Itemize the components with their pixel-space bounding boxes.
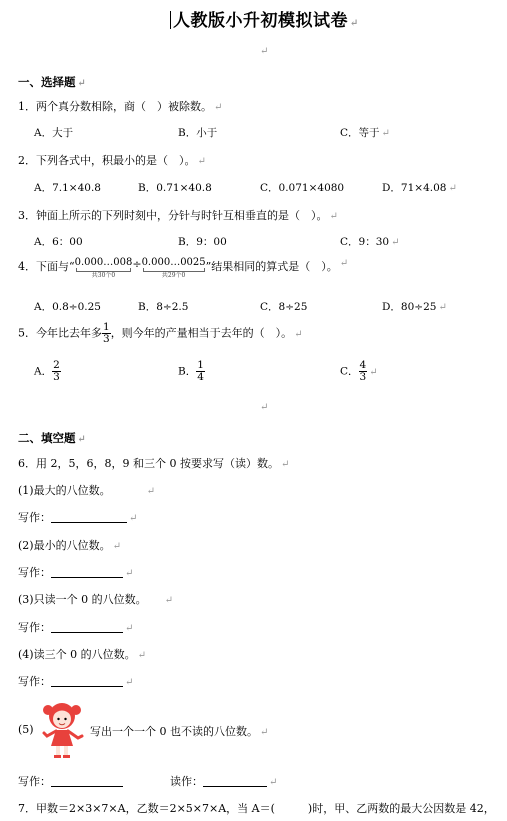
fraction-denominator: 4 <box>197 371 204 384</box>
answer-blank[interactable] <box>51 776 123 787</box>
q4-option-d[interactable] <box>382 299 447 314</box>
return-mark: ↵ <box>112 541 121 552</box>
q4-expr1-text: 0.000…008 <box>74 257 133 268</box>
q4-option-d-text: D．80÷25 <box>382 301 437 313</box>
answer-blank[interactable] <box>51 512 127 523</box>
q3-option-c-text: C．9：30 <box>340 236 390 248</box>
fraction-numerator: 1 <box>197 359 204 371</box>
return-mark: ↵ <box>146 486 155 497</box>
write-label: 写作： <box>18 675 51 688</box>
return-mark: ↵ <box>339 258 349 269</box>
question-4-stem <box>18 258 348 279</box>
fraction-numerator: 1 <box>103 321 110 333</box>
write-label: 写作： <box>18 621 51 634</box>
return-mark: ↵ <box>329 211 338 222</box>
q5-option-a-fraction <box>52 360 61 383</box>
q6-part-4-text: (4)读三个 0 的八位数。 <box>18 648 136 661</box>
write-label: 写作： <box>18 566 51 579</box>
return-mark: ↵ <box>260 402 269 413</box>
return-mark: ↵ <box>269 777 278 788</box>
return-mark: ↵ <box>129 513 138 524</box>
q5-option-b-label: B． <box>178 365 197 378</box>
return-mark: ↵ <box>77 434 86 445</box>
q6-part-2-text: (2)最小的八位数。 <box>18 539 111 552</box>
q6-part-2-answer-row <box>18 564 133 580</box>
q4-expression-1 <box>75 258 133 279</box>
q1-option-a[interactable]: A．大于 <box>34 127 74 139</box>
return-mark: ↵ <box>125 568 134 579</box>
q1-option-c-text: C．等于 <box>340 127 380 139</box>
title-text: 人教版小升初模拟试卷 <box>173 11 348 31</box>
question-6-stem <box>18 455 289 471</box>
q2-option-c[interactable]: C．0.071×4080 <box>260 182 345 194</box>
return-mark: ↵ <box>391 237 400 248</box>
q5-option-b[interactable] <box>178 360 205 383</box>
read-label: 读作： <box>170 775 203 788</box>
q2-stem-text: 2．下列各式中，积最小的是（ ）。 <box>18 154 196 167</box>
q3-option-b[interactable]: B．9：00 <box>178 236 227 248</box>
return-mark: ↵ <box>77 78 86 89</box>
girl-illustration-icon <box>38 700 86 760</box>
section2-heading-text: 二、填空题 <box>18 431 76 445</box>
return-mark: ↵ <box>137 650 146 661</box>
section-heading-fill <box>18 430 86 446</box>
q6-part-1-text: (1)最大的八位数。 <box>18 484 111 497</box>
q6-part-4-answer-row <box>18 673 133 689</box>
return-mark: ↵ <box>125 623 134 634</box>
q5-option-c-fraction <box>359 360 368 383</box>
q6-part-1 <box>18 482 155 498</box>
return-mark: ↵ <box>438 302 447 313</box>
q2-option-d[interactable] <box>382 180 457 195</box>
q1-option-c[interactable] <box>340 125 390 140</box>
q5-option-b-fraction <box>196 360 205 383</box>
write-label: 写作： <box>18 775 51 788</box>
q6-part-5-answer-row <box>18 773 123 789</box>
q6-stem-text: 6．用 2，5，6，8，9 和三个 0 按要求写（读）数。 <box>18 457 279 470</box>
q1-option-b[interactable]: B．小于 <box>178 127 218 139</box>
q4-divide-sign: ÷ <box>132 258 142 271</box>
q3-option-c[interactable] <box>340 234 399 249</box>
q6-part-3-answer-row <box>18 619 133 635</box>
q2-option-a[interactable]: A．7.1×40.8 <box>34 182 101 194</box>
question-5-stem <box>18 322 303 345</box>
q4-expr2-note: 共29个0 <box>161 272 186 279</box>
q6-part-3 <box>18 591 173 607</box>
return-mark: ↵ <box>260 46 269 57</box>
q4-option-c[interactable]: C．8÷25 <box>260 301 308 313</box>
q6-part-5-read-row <box>170 773 277 789</box>
q6-part-1-answer-row <box>18 509 137 525</box>
q4-option-b[interactable]: B．8÷2.5 <box>138 301 189 313</box>
q5-stem-pre: 5．今年比去年多 <box>18 326 102 340</box>
q5-option-c-label: C． <box>340 365 359 378</box>
return-mark: ↵ <box>381 128 390 139</box>
return-mark: ↵ <box>294 328 303 340</box>
section-heading-choice <box>18 74 86 90</box>
q5-stem-post: ，则今年的产量相当于去年的（ ）。 <box>110 326 293 340</box>
return-mark: ↵ <box>197 156 206 167</box>
q5-fraction <box>102 322 111 345</box>
return-mark: ↵ <box>260 727 269 738</box>
write-label: 写作： <box>18 511 51 524</box>
q4-expression-2 <box>142 258 206 279</box>
text-cursor <box>170 11 171 29</box>
return-mark: ↵ <box>125 677 134 688</box>
answer-blank[interactable] <box>203 776 267 787</box>
answer-blank[interactable] <box>51 567 123 578</box>
return-mark: ↵ <box>369 366 378 378</box>
return-mark: ↵ <box>448 183 457 194</box>
page-title <box>170 6 359 31</box>
q5-option-a-label: A． <box>34 365 53 378</box>
q4-stem-pre: 4．下面与“ <box>18 260 75 273</box>
fraction-denominator: 3 <box>103 333 110 346</box>
q5-option-c[interactable] <box>340 360 378 383</box>
return-mark: ↵ <box>350 18 359 29</box>
q6-part-3-text: (3)只读一个 0 的八位数。 <box>18 593 147 606</box>
fraction-denominator: 3 <box>53 371 60 384</box>
q6-part-5-text: 写出一个一个 0 也不读的八位数。 <box>90 725 258 738</box>
fraction-denominator: 3 <box>359 371 367 384</box>
answer-blank[interactable] <box>51 676 123 687</box>
q1-stem-text: 1．两个真分数相除，商（ ）被除数。 <box>18 100 212 113</box>
fraction-numerator: 4 <box>359 359 367 371</box>
question-7-stem: 7．甲数＝2×3×7×A，乙数＝2×5×7×A，当 A＝( )时，甲、乙两数的最大公因数是 42， <box>18 802 495 815</box>
q3-option-a[interactable]: A．6：00 <box>34 236 83 248</box>
q6-part-4 <box>18 646 146 662</box>
q4-option-a[interactable]: A．0.8÷0.25 <box>34 301 101 313</box>
return-mark: ↵ <box>214 102 223 113</box>
q4-stem-post: ”结果相同的算式是（ ）。 <box>205 260 338 273</box>
q5-option-a[interactable] <box>34 360 61 383</box>
q6-part-5 <box>90 723 268 739</box>
q2-option-d-text: D．71×4.08 <box>382 182 447 194</box>
q4-expr2-text: 0.000…0025 <box>141 257 206 268</box>
return-mark: ↵ <box>164 595 173 606</box>
section1-heading-text: 一、选择题 <box>18 75 76 89</box>
question-3-stem <box>18 207 338 223</box>
question-2-stem <box>18 152 206 168</box>
return-mark: ↵ <box>280 459 290 470</box>
answer-blank[interactable] <box>51 622 123 633</box>
q4-expr1-note: 共30个0 <box>91 272 116 279</box>
q6-part-5-label: (5) <box>18 723 34 736</box>
question-1-stem <box>18 98 222 114</box>
fraction-numerator: 2 <box>53 359 60 371</box>
q2-option-b[interactable]: B．0.71×40.8 <box>138 182 212 194</box>
q3-stem-text: 3．钟面上所示的下列时刻中，分针与时针互相垂直的是（ ）。 <box>18 209 328 222</box>
q6-part-2 <box>18 537 121 553</box>
